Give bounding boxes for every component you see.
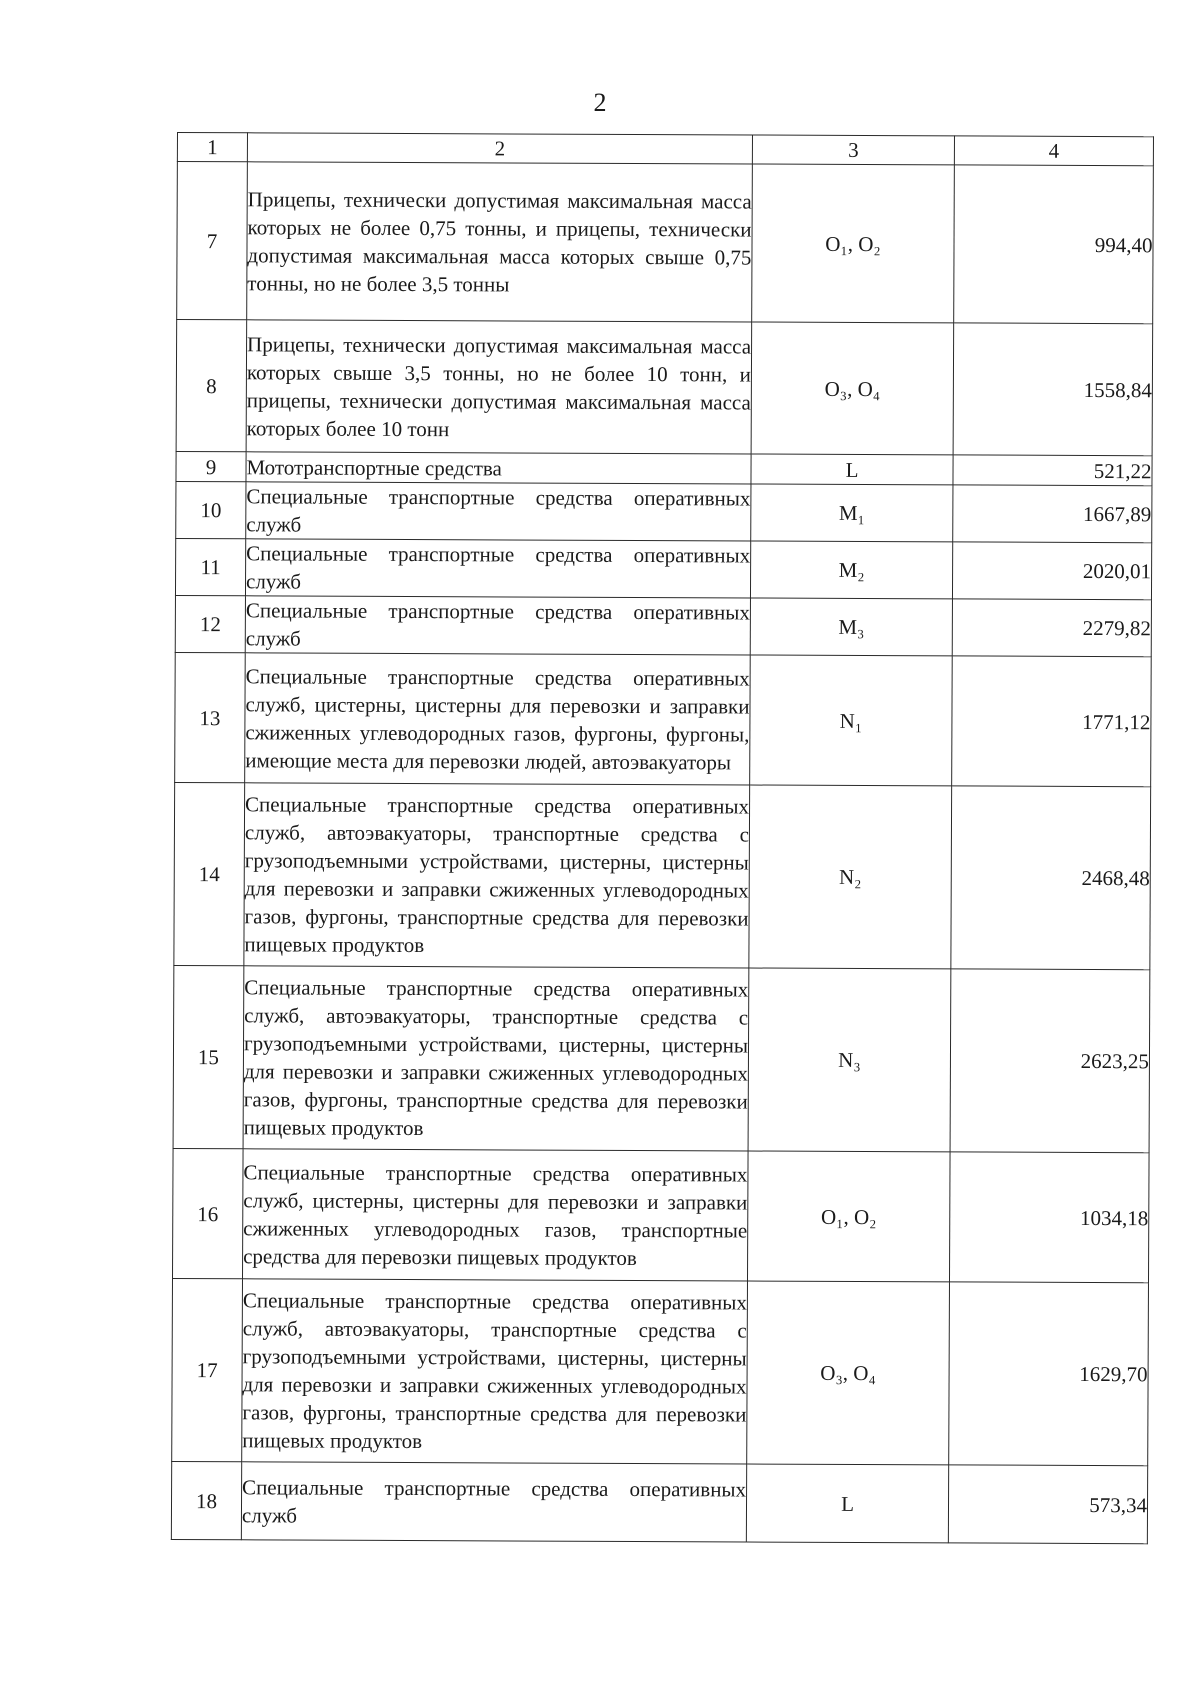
header-cell-2: 2: [247, 133, 752, 164]
row-description-cell: Прицепы, технически допустимая максимальная масса которых свыше 3,5 тонны, но не более 10 тонн, и прицепы, технически допустимая максимальная масса которых более 10 тонн: [246, 320, 752, 454]
header-cell-1: 1: [177, 133, 247, 162]
row-category-cell: N₂: [749, 785, 952, 969]
row-price-cell: 2020,01: [952, 542, 1151, 600]
row-number-cell: 7: [177, 162, 248, 320]
row-category-cell: O₁, O₂: [752, 164, 955, 323]
row-price-cell: 521,22: [953, 455, 1152, 486]
row-description-cell: Специальные транспортные средства оперативных служб, автоэвакуаторы, транспортные средства с грузоподъемными устройствами, цистерны, цистерны для перевозки и заправки сжиженных углеводородных газов, фургоны, транспортные средства для перевозки пищевых продуктов: [244, 783, 750, 968]
row-price-cell: 1667,89: [953, 485, 1152, 543]
table-row: [172, 1278, 1149, 1465]
table-header-row: [177, 133, 1153, 166]
row-number-cell: 9: [176, 451, 246, 481]
row-category-cell: O₁, O₂: [747, 1151, 950, 1282]
row-description-cell: Специальные транспортные средства оперативных служб, цистерны, цистерны для перевозки и заправки сжиженных углеводородных газов, фургоны, фургоны, имеющие места для перевозки людей, автоэвакуаторы: [245, 653, 751, 785]
table-row: [176, 481, 1152, 542]
row-number-cell: 10: [176, 481, 246, 538]
header-cell-3: 3: [752, 135, 954, 165]
row-category-cell: L: [746, 1464, 948, 1543]
row-category-cell: N₃: [748, 968, 951, 1152]
tariff-table: [171, 132, 1154, 1544]
row-description-cell: Специальные транспортные средства оперативных служб: [246, 482, 751, 541]
row-description-cell: Специальные транспортные средства оперативных служб: [241, 1462, 746, 1542]
row-price-cell: 1034,18: [949, 1152, 1149, 1283]
table-row: [176, 451, 1152, 485]
row-price-cell: 2468,48: [951, 786, 1151, 970]
row-number-cell: 11: [175, 538, 245, 595]
row-description-cell: Специальные транспортные средства оперативных служб: [245, 596, 750, 655]
row-number-cell: 15: [173, 965, 244, 1148]
row-number-cell: 18: [171, 1461, 241, 1539]
table-row: [175, 652, 1152, 786]
row-description-cell: Специальные транспортные средства оперативных служб, автоэвакуаторы, транспортные средства с грузоподъемными устройствами, цистерны, цистерны для перевозки и заправки сжиженных углеводородных газов, фургоны, транспортные средства для перевозки пищевых продуктов: [243, 966, 749, 1151]
row-category-cell: M₂: [750, 541, 952, 599]
row-number-cell: 8: [176, 320, 247, 452]
row-description-cell: Специальные транспортные средства оперативных служб, автоэвакуаторы, транспортные средства с грузоподъемными устройствами, цистерны, цистерны для перевозки и заправки сжиженных углеводородных газов, фургоны, транспортные средства для перевозки пищевых продуктов: [242, 1279, 748, 1464]
row-category-cell: N₁: [750, 655, 953, 786]
row-category-cell: O₃, O₄: [747, 1281, 950, 1465]
table-row: [175, 595, 1151, 656]
row-number-cell: 17: [172, 1278, 243, 1461]
table-row: [171, 1461, 1147, 1543]
table-row: [175, 538, 1151, 599]
header-cell-4: 4: [954, 136, 1153, 166]
row-description-cell: Прицепы, технически допустимая максимальная масса которых не более 0,75 тонны, и прицепы, технически допустимая максимальная масса которых свыше 0,75 тонны, но не более 3,5 тонны: [247, 162, 753, 322]
row-category-cell: M₁: [751, 484, 953, 542]
table-row: [173, 965, 1150, 1152]
row-price-cell: 2623,25: [950, 969, 1150, 1153]
table-row: [177, 162, 1154, 324]
table-row: [176, 320, 1153, 456]
row-category-cell: L: [751, 454, 953, 485]
row-price-cell: 994,40: [954, 165, 1154, 324]
page-number: 2: [593, 88, 607, 117]
table-row: [172, 1148, 1149, 1282]
row-price-cell: 2279,82: [952, 599, 1151, 657]
row-description-cell: Специальные транспортные средства оперативных служб: [245, 539, 750, 598]
row-category-cell: M₃: [750, 598, 952, 656]
row-number-cell: 13: [175, 652, 246, 782]
row-description-cell: Мототранспортные средства: [246, 452, 751, 484]
row-number-cell: 14: [174, 782, 245, 965]
table-row: [174, 782, 1151, 969]
row-price-cell: 1629,70: [949, 1282, 1149, 1466]
row-description-cell: Специальные транспортные средства оперативных служб, цистерны, цистерны для перевозки и заправки сжиженных углеводородных газов, транспортные средства для перевозки пищевых продуктов: [242, 1149, 748, 1281]
row-price-cell: 573,34: [948, 1465, 1147, 1544]
table-body: [171, 133, 1153, 1544]
row-price-cell: 1771,12: [952, 656, 1152, 787]
row-category-cell: O₃, O₄: [751, 322, 954, 455]
row-number-cell: 12: [175, 595, 245, 652]
row-price-cell: 1558,84: [953, 323, 1153, 456]
row-number-cell: 16: [172, 1148, 243, 1278]
